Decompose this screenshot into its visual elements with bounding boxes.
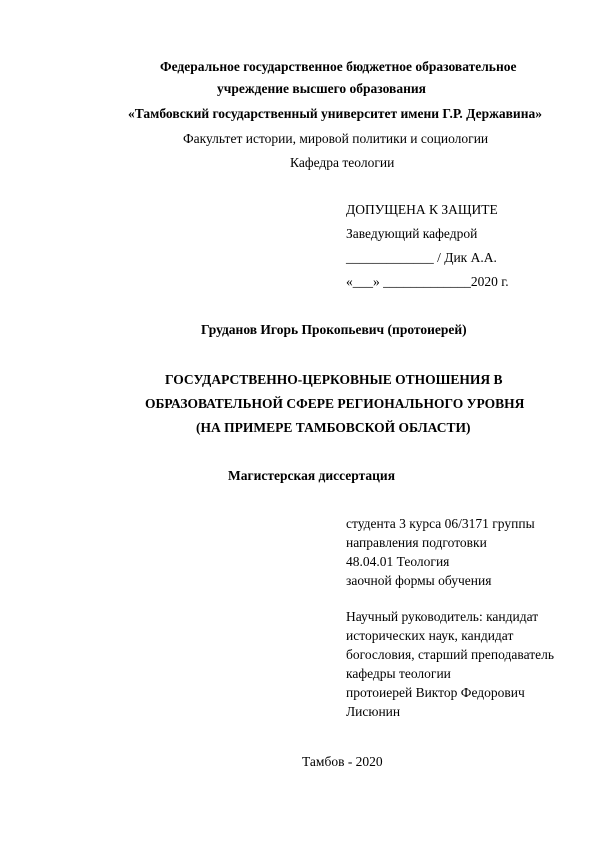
student-block	[346, 516, 535, 592]
approval-role: Заведующий кафедрой	[346, 226, 478, 241]
work-type: Магистерская диссертация	[228, 468, 396, 483]
department-name: Кафедра теологии	[290, 155, 395, 170]
approval-signature: _____________ / Дик А.А.	[346, 250, 497, 265]
supervisor-line-6: Лисюнин	[346, 704, 401, 719]
faculty-name: Факультет истории, мировой политики и социологии	[183, 131, 489, 146]
student-line-1: студента 3 курса 06/3171 группы	[346, 516, 535, 531]
approval-title: ДОПУЩЕНА К ЗАЩИТЕ	[346, 202, 498, 217]
supervisor-line-1: Научный руководитель: кандидат	[346, 609, 539, 624]
thesis-title-line-1: ГОСУДАРСТВЕННО-ЦЕРКОВНЫЕ ОТНОШЕНИЯ В	[165, 372, 503, 387]
approval-block	[346, 202, 509, 298]
student-line-3: 48.04.01 Теология	[346, 554, 450, 569]
supervisor-block	[346, 609, 554, 723]
approval-date: «___» _____________2020 г.	[346, 274, 509, 289]
student-line-4: заочной формы обучения	[346, 573, 492, 588]
supervisor-line-5: протоиерей Виктор Федорович	[346, 685, 525, 700]
thesis-title-line-2: ОБРАЗОВАТЕЛЬНОЙ СФЕРЕ РЕГИОНАЛЬНОГО УРОВНЯ	[145, 396, 525, 411]
supervisor-line-2: исторических наук, кандидат	[346, 628, 514, 643]
institution-line-2: учреждение высшего образования	[217, 81, 426, 96]
city-year: Тамбов - 2020	[302, 754, 383, 769]
institution-line-1: Федеральное государственное бюджетное образовательное	[160, 59, 517, 74]
institution-line-3: «Тамбовский государственный университет имени Г.Р. Державина»	[128, 106, 542, 121]
student-line-2: направления подготовки	[346, 535, 487, 550]
author-name: Груданов Игорь Прокопьевич (протоиерей)	[201, 322, 467, 337]
supervisor-line-4: кафедры теологии	[346, 666, 451, 681]
supervisor-line-3: богословия, старший преподаватель	[346, 647, 554, 662]
thesis-title-line-3: (НА ПРИМЕРЕ ТАМБОВСКОЙ ОБЛАСТИ)	[196, 420, 471, 435]
